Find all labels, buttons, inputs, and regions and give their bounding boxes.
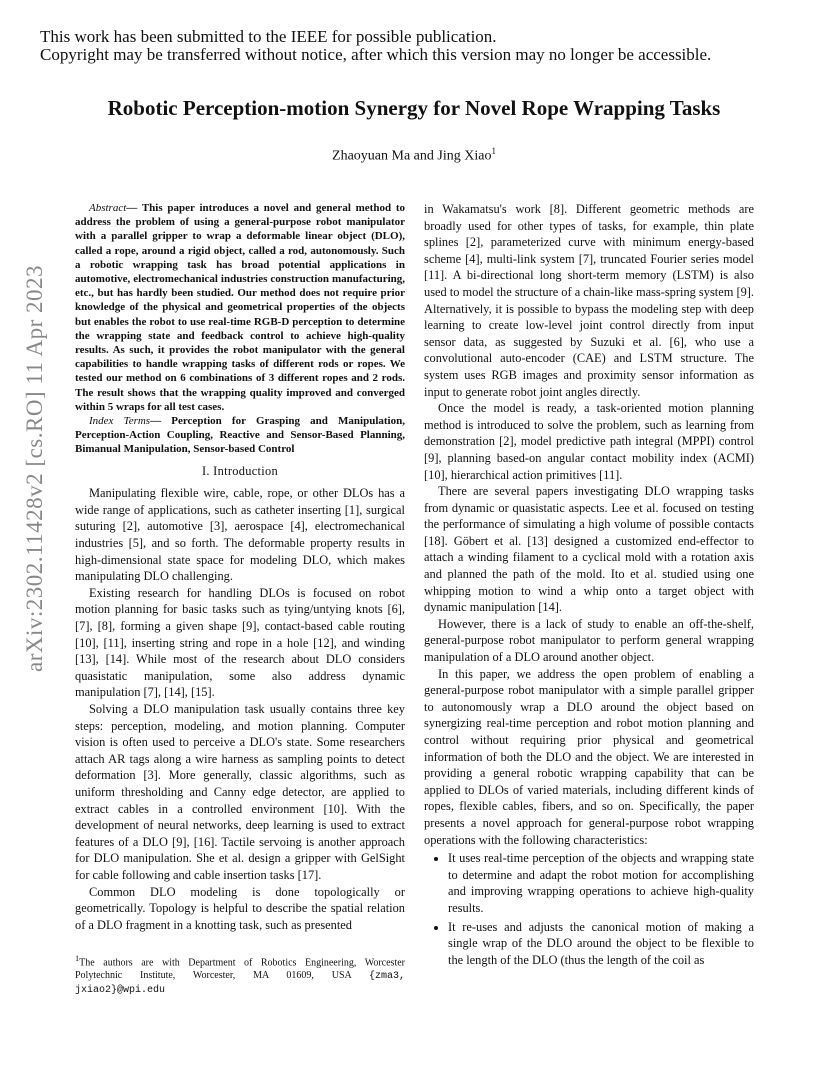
- footnote: [75, 952, 405, 997]
- section-heading-introduction: I. Introduction: [201, 463, 279, 478]
- index-terms-label: Index Terms: [89, 415, 151, 428]
- right-paragraph-2: Once the model is ready, a task-oriented motion planning method is introduced to solve the problem, such as learning from demonstration [2], model predictive path integral (MPPI) control [9], planning based-on angular contact mobility index (ACMI) [10], hierarchical action primitives [11].: [424, 401, 754, 482]
- right-paragraph-5: In this paper, we address the open problem of enabling a general-purpose robot manipulator with a simple parallel gripper to autonomously wrap a DLO around the object based on synergizing real-time perception and robot motion planning and control without requiring prior physical and geometrical information of both the DLO and the object. We are interested in providing a general robotic wrapping capability that can be applied to DLOs of varied materials, including different kinds of ropes, flexible cables, fibers, and so on. Specifically, the paper presents a novel approach for general-purpose robot wrapping operations with the following characteristics:: [424, 666, 754, 847]
- list-item: • It re-uses and adjusts the canonical motion of making a single wrap of the DLO around the object to be flexible to the length of the DLO (thus the length of the coil as: [448, 919, 754, 969]
- right-column: [424, 201, 754, 970]
- abstract-label: Abstract: [89, 202, 127, 214]
- footnote-email: {zma3, jxiao2}@wpi.edu: [75, 971, 405, 997]
- index-terms-text: — Perception for Grasping and Manipulation, Perception-Action Coupling, Reactive and Sensor-Based Planning, Bimanual Manipulation, Sensor-based Control: [75, 415, 405, 456]
- paper-title: Robotic Perception-motion Synergy for Novel Rope Wrapping Tasks: [107, 96, 721, 120]
- author-affiliation-mark: 1: [491, 146, 496, 156]
- notice-line-1: This work has been submitted to the IEEE for possible publication.: [40, 27, 497, 46]
- submission-notice: [40, 28, 711, 64]
- authors: Zhaoyuan Ma and Jing Xiao: [332, 148, 492, 164]
- contribution-list: [424, 850, 754, 968]
- footnote-text: The authors are with Department of Robotics Engineering, Worcester Polytechnic Institute, Worcester, MA 01609, USA: [75, 957, 405, 982]
- index-terms: [75, 414, 405, 457]
- arxiv-identifier: arXiv:2302.11428v2 [cs.RO] 11 Apr 2023: [22, 265, 47, 672]
- right-paragraph-1: in Wakamatsu's work [8]. Different geometric methods are broadly used for other types of tasks, for example, thin plate splines [2], parameterized curve with minimum energy-based scheme [4], multi-link system [7], truncated Fourier series model [11]. A bi-directional long short-term memory (LSTM) is also used to model the structure of a chain-like mass-spring system [9]. Alternatively, it is possible to bypass the modeling step with deep learning to create low-level joint control directly from input sensor data, as suggested by Suzuki et al. [6], who use a convolutional auto-encoder (CAE) and LSTM structure. The system uses RGB images and proximity sensor information as input to generate robot joint angles directly.: [424, 202, 754, 399]
- intro-paragraph-1: Manipulating flexible wire, cable, rope, or other DLOs has a wide range of applications, such as catheter inserting [1], surgical suturing [2], automotive [3], aerospace [4], electromechanical industries [5], and so forth. The deformable property results in high-dimensional state space for modeling DLO, which makes manipulating DLO challenging.: [75, 486, 405, 584]
- left-column: [75, 201, 405, 933]
- author-line: [0, 146, 828, 165]
- intro-paragraph-2: Existing research for handling DLOs is focused on robot motion planning for basic tasks such as tying/untying knots [6], [7], [8], forming a given shape [9], contact-based cable routing [10], [11], inserting string and rope in a hole [12], and winding [13], [14]. While most of the research about DLO considers quasistatic manipulation, some also address dynamic manipulation [7], [14], [15].: [75, 585, 405, 700]
- list-item: • It uses real-time perception of the objects and wrapping state to determine and adapt the robot motion for accomplishing and improving wrapping operations to achieve high-quality results.: [448, 850, 754, 916]
- abstract: [75, 201, 405, 414]
- notice-line-2: Copyright may be transferred without notice, after which this version may no longer be accessible.: [40, 45, 712, 64]
- right-paragraph-4: However, there is a lack of study to enable an off-the-shelf, general-purpose robot manipulator to perform general wrapping manipulation of a DLO around another object.: [424, 616, 754, 665]
- intro-paragraph-3: Solving a DLO manipulation task usually contains three key steps: perception, modeling, and motion planning. Computer vision is often used to perceive a DLO's state. Some researchers attach AR tags along a wire harness as sampling points to detect deformation [3]. More generally, classic algorithms, such as uniform thresholding and Canny edge detector, are applied to extract cables in a controlled environment [10]. With the development of neural networks, deep learning is used to extract features of a DLO [9], [16]. Tactile servoing is another approach for DLO manipulation. She et al. design a gripper with GelSight for cable following and cable insertion tasks [17].: [75, 701, 405, 882]
- right-paragraph-3: There are several papers investigating DLO wrapping tasks from dynamic or quasistatic aspects. Lee et al. focused on testing the performance of simulating a high volume of possible contacts [18]. Göbert et al. [13] designed a customized end-effector to attach a winding filament to a cyclical mold with a rotation axis and planned the path of the mold. Ito et al. studied using one whipping motion to wind a whip onto a target object with dynamic manipulation [14].: [424, 484, 754, 615]
- intro-paragraph-4: Common DLO modeling is done topologically or geometrically. Topology is helpful to describe the spatial relation of a DLO fragment in a knotting task, such as presented: [75, 884, 405, 932]
- footnote-mark: 1: [75, 954, 80, 963]
- abstract-text: — This paper introduces a novel and general method to address the problem of using a general-purpose robot manipulator with a parallel gripper to wrap a deformable linear object (DLO), called a rope, around a rigid object, called a rod, autonomously. Such a robotic wrapping task has broad potential applications in automotive, electromechanical industries construction manufacturing, etc., but has hardly been studied. Our method does not require prior knowledge of the physical and geometrical properties of the objects but enables the robot to use real-time RGB-D perception to determine the wrapping state and feedback control to achieve high-quality results. As such, it provides the robot manipulator with the general capabilities to handle wrapping tasks of different rods or ropes. We tested our method on 6 combinations of 3 different ropes and 2 rods. The result shows that the wrapping quality improved and converged within 5 wraps for all test cases.: [75, 202, 405, 413]
